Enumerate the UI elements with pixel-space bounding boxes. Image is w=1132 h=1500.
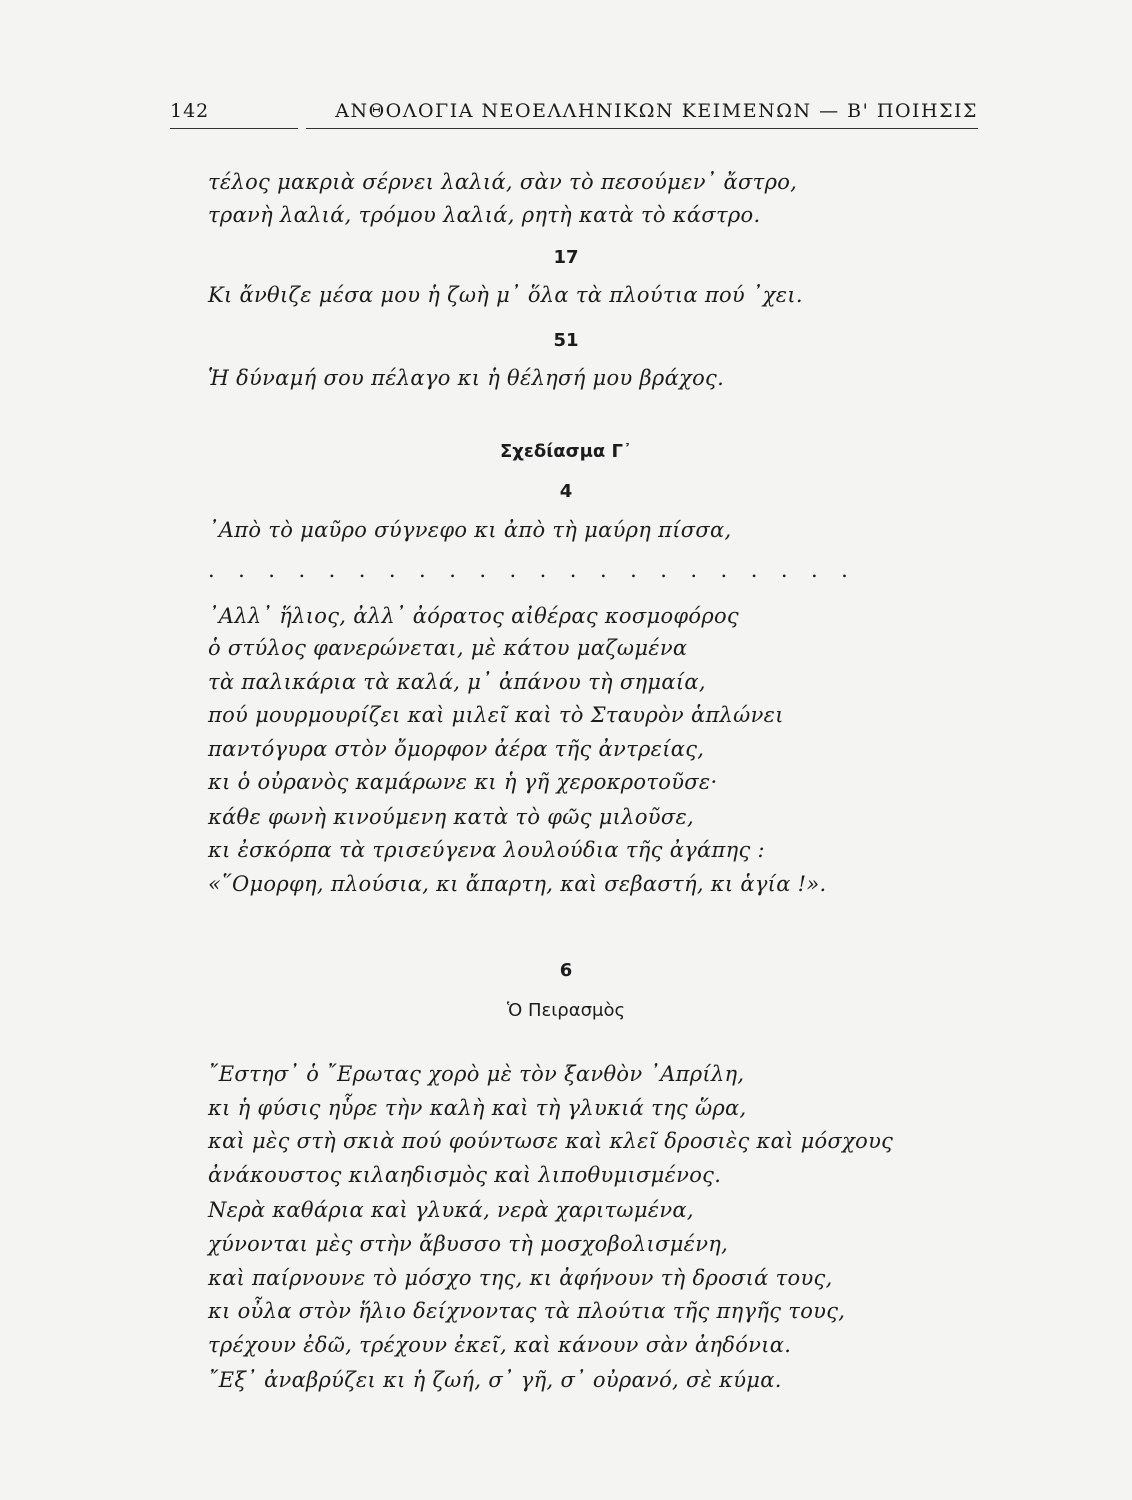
verse-line: παντόγυρα στὸν ὄμορφον ἀέρα τῆς ἀντρείας, xyxy=(208,737,705,761)
verse-line: ὁ στύλος φανερώνεται, μὲ κάτου μαζωμένα xyxy=(208,636,688,660)
verse-line: ῎Εστησ᾽ ὁ ῎Ερωτας χορὸ μὲ τὸν ξανθὸν ᾽Απρίλη, xyxy=(208,1062,745,1086)
section-number-6: 6 xyxy=(559,960,573,981)
running-title: ΑΝΘΟΛΟΓΙΑ ΝΕΟΕΛΛΗΝΙΚΩΝ ΚΕΙΜΕΝΩΝ — Β' ΠΟΙΗΣΙΣ xyxy=(335,100,978,122)
verse-line: τέλος μακριὰ σέρνει λαλιά, σὰν τὸ πεσούμεν᾽ ἄστρο, xyxy=(208,170,798,194)
verse-line: τὰ παλικάρια τὰ καλά, μ᾽ ἀπάνου τὴ σημαία, xyxy=(208,670,706,694)
verse-line: καὶ μὲς στὴ σκιὰ πού φούντωσε καὶ κλεῖ δροσιὲς καὶ μόσχους xyxy=(208,1129,894,1153)
verse-line: κι ἐσκόρπα τὰ τρισεύγενα λουλούδια τῆς ἀγάπης : xyxy=(208,838,765,862)
section-number-17: 17 xyxy=(553,247,579,268)
header-rule-right xyxy=(306,128,978,129)
verse-line: τρανὴ λαλιά, τρόμου λαλιά, ρητὴ κατὰ τὸ κάστρο. xyxy=(208,203,761,227)
verse-line: ᾽Απὸ τὸ μαῦρο σύγνεφο κι ἀπὸ τὴ μαύρη πίσσα, xyxy=(208,518,732,542)
verse-line: τρέχουν ἐδῶ, τρέχουν ἐκεῖ, καὶ κάνουν σὰν ἀηδόνια. xyxy=(208,1333,792,1357)
section-heading-sketch: Σχεδίασμα Γ᾽ xyxy=(499,441,633,462)
verse-line: Ἡ δύναμή σου πέλαγο κι ἡ θέλησή μου βράχος. xyxy=(208,366,725,390)
verse-line: «῞Ομορφη, πλούσια, κι ἄπαρτη, καὶ σεβαστή, κι ἁγία !». xyxy=(208,872,827,896)
section-heading-temptation: Ὁ Πειρασμὸς xyxy=(506,1000,626,1021)
verse-line: ῎Εξ᾽ ἀναβρύζει κι ἡ ζωή, σ᾽ γῆ, σ᾽ οὐρανό, σὲ κύμα. xyxy=(208,1368,782,1392)
section-number-51: 51 xyxy=(553,330,579,351)
verse-line: χύνονται μὲς στὴν ἄβυσσο τὴ μοσχοβολισμένη, xyxy=(208,1232,729,1256)
verse-line: κι οὖλα στὸν ἥλιο δείχνοντας τὰ πλούτια τῆς πηγῆς τους, xyxy=(208,1299,846,1323)
verse-line: κι ὁ οὐρανὸς καμάρωνε κι ἡ γῆ χεροκροτοῦσε· xyxy=(208,770,718,794)
verse-line: καὶ παίρνουνε τὸ μόσχο της, κι ἀφήνουν τὴ δροσιά τους, xyxy=(208,1266,833,1290)
verse-line: κι ἡ φύσις ηὗρε τὴν καλὴ καὶ τὴ γλυκιά της ὥρα, xyxy=(208,1096,747,1120)
section-number-4: 4 xyxy=(559,481,573,502)
verse-line: ἀνάκουστος κιλαηδισμὸς καὶ λιποθυμισμένος. xyxy=(208,1163,722,1187)
verse-line: πού μουρμουρίζει καὶ μιλεῖ καὶ τὸ Σταυρὸν ἁπλώνει xyxy=(208,703,784,727)
page-header xyxy=(170,100,978,130)
verse-line: ᾽Αλλ᾽ ἥλιος, ἀλλ᾽ ἀόρατος αἰθέρας κοσμοφόρος xyxy=(208,604,739,628)
ellipsis-line: . . . . . . . . . . . . . . . . . . . . . . xyxy=(208,558,857,582)
verse-line: κάθε φωνὴ κινούμενη κατὰ τὸ φῶς μιλοῦσε, xyxy=(208,805,695,829)
header-rule-left xyxy=(170,128,298,129)
verse-line: Νερὰ καθάρια καὶ γλυκά, νερὰ χαριτωμένα, xyxy=(208,1198,694,1222)
page-number: 142 xyxy=(170,100,210,122)
verse-line: Κι ἄνθιζε μέσα μου ἡ ζωὴ μ᾽ ὅλα τὰ πλούτια πού ᾽χει. xyxy=(208,283,803,307)
